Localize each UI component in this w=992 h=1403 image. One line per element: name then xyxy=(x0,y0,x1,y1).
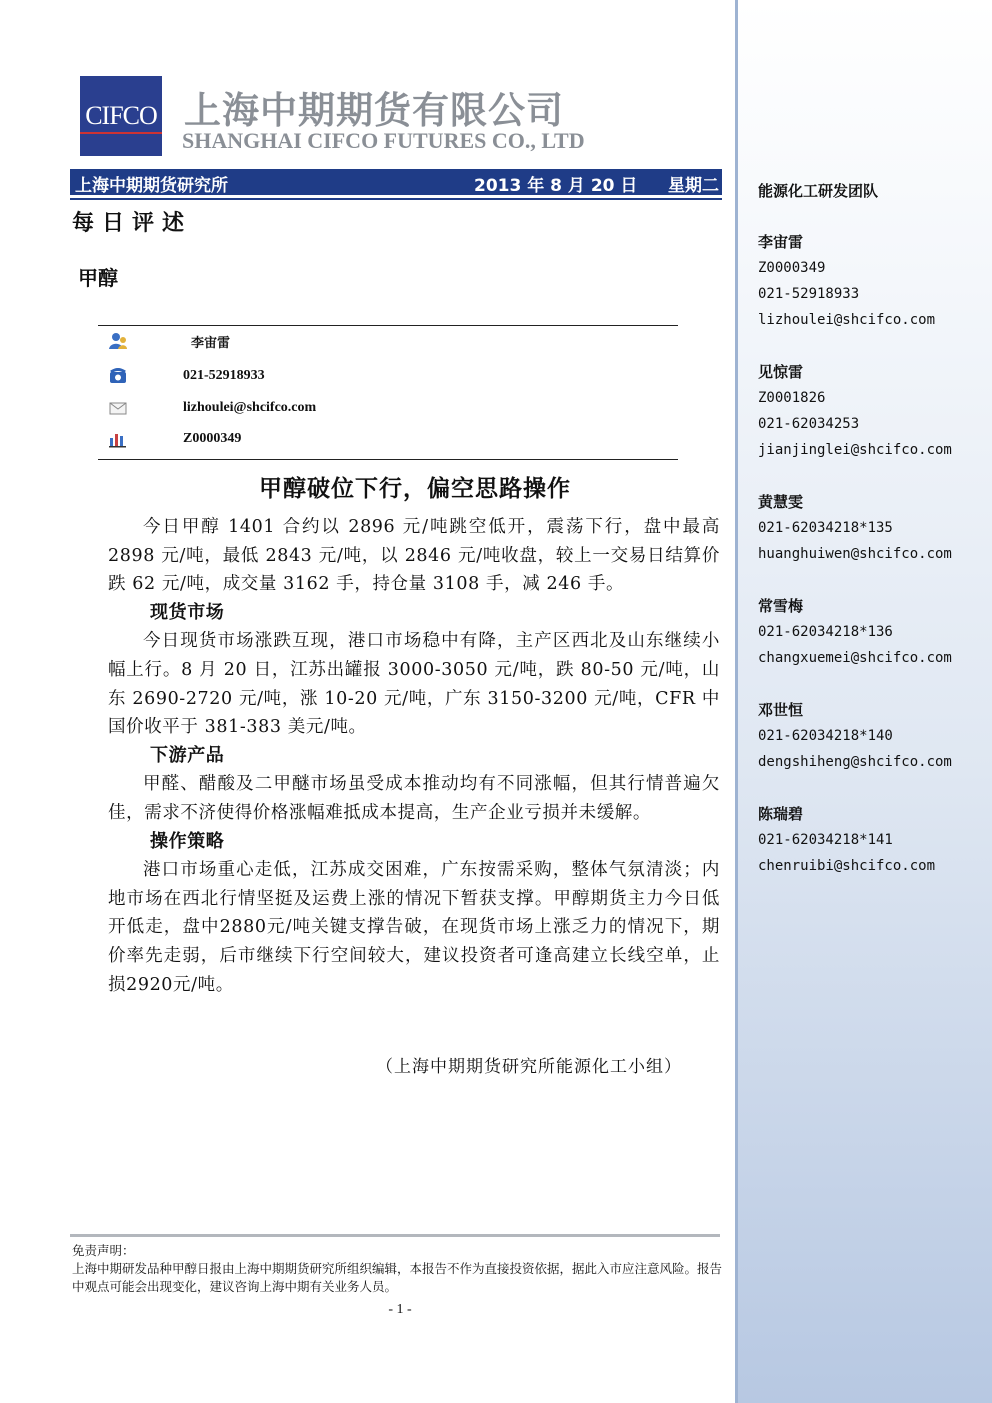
phone-icon xyxy=(108,366,128,386)
contact-license-row xyxy=(108,427,242,451)
member-card xyxy=(758,359,952,463)
logo-text: CIFCO xyxy=(85,101,157,130)
member-email[interactable]: lizhoulei@shcifco.com xyxy=(758,312,936,328)
downstream-heading: 下游产品 xyxy=(150,744,225,766)
spot-market-paragraph: 今日现货市场涨跌互现，港口市场稳中有降，主产区西北及山东继续小幅上行。8 月 20 日，江苏出罐报 3000-3050 元/吨，跌 80-50 元/吨，山东 2690-2720 元/吨，涨 10-20 元/吨，广东 3150-3200 元/吨，CFR 中国价收平于 381-383 美元/吨。 xyxy=(108,631,720,738)
member-license: Z0000349 xyxy=(758,260,826,276)
member-email[interactable]: huanghuiwen@shcifco.com xyxy=(758,546,952,562)
member-email[interactable]: chenruibi@shcifco.com xyxy=(758,858,936,874)
member-name: 李宙雷 xyxy=(758,233,804,251)
contact-email[interactable]: lizhoulei@shcifco.com xyxy=(183,400,317,415)
article-headline: 甲醇破位下行，偏空思路操作 xyxy=(259,476,571,502)
member-name: 常雪梅 xyxy=(758,597,804,615)
strategy-paragraph: 港口市场重心走低，江苏成交困难，广东按需采购，整体气氛清淡；内地市场在西北行情坚挺及运费上涨的情况下暂获支撑。甲醇期货主力今日低开低走，盘中2880元/吨关键支撑告破，在现货市场上涨乏力的情况下，期价率先走弱，后市继续下行空间较大，建议投资者可逢高建立长线空单，止损2920元/吨。 xyxy=(108,860,720,995)
member-card xyxy=(758,801,935,879)
org-name: 上海中期期货研究所 xyxy=(75,176,228,196)
downstream-paragraph: 甲醛、醋酸及二甲醚市场虽受成本推动均有不同涨幅，但其行情普遍欠佳，需求不济使得价格涨幅难抵成本提高，生产企业亏损并未缓解。 xyxy=(108,774,720,823)
member-phone: 021-62034253 xyxy=(758,416,860,432)
member-license: Z0001826 xyxy=(758,390,826,406)
contact-phone-row xyxy=(108,364,265,388)
member-phone: 021-52918933 xyxy=(758,286,860,302)
member-phone: 021-62034218*136 xyxy=(758,624,893,640)
spot-market-heading: 现货市场 xyxy=(150,601,225,623)
contact-phone: 021-52918933 xyxy=(183,368,265,383)
member-name: 见惊雷 xyxy=(758,363,804,381)
team-title: 能源化工研发团队 xyxy=(758,182,879,200)
chart-icon xyxy=(108,429,128,449)
person-icon xyxy=(108,331,128,351)
report-date: 2013 年 8 月 20 日 xyxy=(474,176,638,196)
member-card xyxy=(758,593,952,671)
member-name: 陈瑞碧 xyxy=(758,805,804,823)
member-email[interactable]: dengshiheng@shcifco.com xyxy=(758,754,952,770)
member-phone: 021-62034218*140 xyxy=(758,728,893,744)
mail-icon xyxy=(108,398,128,418)
company-logo xyxy=(80,76,162,156)
contact-top-rule xyxy=(98,325,678,326)
member-card xyxy=(758,489,952,567)
member-phone: 021-62034218*135 xyxy=(758,520,893,536)
product-name: 甲醇 xyxy=(78,266,118,290)
member-card xyxy=(758,229,935,333)
disclaimer-text: 上海中期研发品种甲醇日报由上海中期期货研究所组织编辑，本报告不作为直接投资依据，据此入市应注意风险。报告中观点可能会出现变化，建议咨询上海中期有关业务人员。 xyxy=(72,1261,723,1294)
contact-bottom-rule xyxy=(98,459,678,460)
contact-name-row xyxy=(108,329,231,353)
intro-paragraph: 今日甲醇 1401 合约以 2896 元/吨跳空低开，震荡下行，盘中最高 2898 元/吨，最低 2843 元/吨，以 2846 元/吨收盘，较上一交易日结算价跌 62 元/吨，成交量 3162 手，持仓量 3108 手，减 246 手。 xyxy=(108,517,720,595)
strategy-heading: 操作策略 xyxy=(150,830,225,852)
disclaimer xyxy=(72,1242,722,1296)
contact-license: Z0000349 xyxy=(183,431,242,446)
member-email[interactable]: jianjinglei@shcifco.com xyxy=(758,442,952,458)
section-title: 每日评述 xyxy=(72,211,193,236)
contact-email-row xyxy=(108,396,317,420)
contact-name: 李宙雷 xyxy=(191,335,231,351)
member-name: 黄慧雯 xyxy=(758,493,804,511)
member-email[interactable]: changxuemei@shcifco.com xyxy=(758,650,952,666)
company-name-cn: 上海中期期货有限公司 xyxy=(184,89,564,132)
article-body xyxy=(108,513,720,999)
disclaimer-title: 免责声明： xyxy=(72,1243,135,1258)
article-signature: （上海中期期货研究所能源化工小组） xyxy=(376,1057,682,1077)
header-band xyxy=(70,169,722,195)
member-name: 邓世恒 xyxy=(758,701,804,719)
header-divider xyxy=(70,198,722,200)
page-number: - 1 - xyxy=(388,1302,412,1317)
report-weekday: 星期二 xyxy=(668,176,719,196)
company-name-en: SHANGHAI CIFCO FUTURES CO., LTD xyxy=(182,128,585,153)
member-phone: 021-62034218*141 xyxy=(758,832,893,848)
member-card xyxy=(758,697,952,775)
footer-divider xyxy=(70,1234,720,1237)
